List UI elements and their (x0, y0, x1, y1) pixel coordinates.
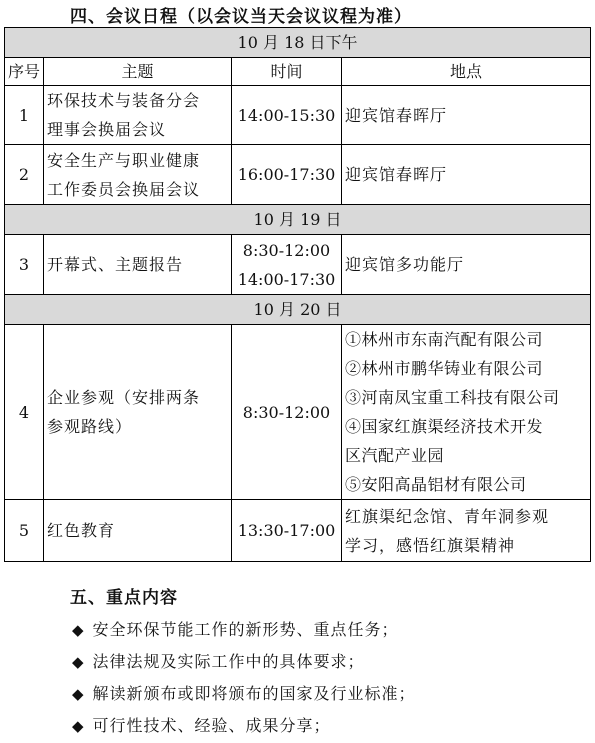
section-4-title: 四、会议日程（以会议当天会议议程为准） (70, 7, 412, 27)
row-time: 8:30-12:00 (232, 325, 342, 500)
table-row (5, 325, 591, 500)
row-topic: 环保技术与装备分会 理事会换届会议 (44, 86, 232, 145)
section-5-title: 五、重点内容 (70, 588, 178, 608)
row-no: 4 (5, 325, 44, 500)
row-time: 8:30-12:00 14:00-17:30 (232, 235, 342, 295)
row-place: 迎宾馆多功能厅 (342, 235, 591, 295)
row-topic: 安全生产与职业健康 工作委员会换届会议 (44, 145, 232, 205)
diamond-bullet-icon: ◆ (72, 621, 85, 639)
table-header-row (5, 58, 591, 86)
row-no: 5 (5, 500, 44, 562)
table-row (5, 235, 591, 295)
day-row-oct20 (5, 295, 591, 325)
row-topic: 开幕式、主题报告 (44, 235, 232, 295)
row-place: 红旗渠纪念馆、青年洞参观 学习，感悟红旗渠精神 (342, 500, 591, 562)
table-row (5, 145, 591, 205)
list-item: ◆ 解读新颁布或即将颁布的国家及行业标准； (72, 684, 416, 703)
diamond-bullet-icon: ◆ (72, 717, 85, 735)
header-topic: 主题 (44, 58, 232, 86)
row-topic: 红色教育 (44, 500, 232, 562)
row-no: 3 (5, 235, 44, 295)
header-no: 序号 (5, 58, 44, 86)
day-label: 10 月 20 日 (5, 295, 591, 325)
diamond-bullet-icon: ◆ (72, 685, 85, 703)
day-label: 10 月 19 日 (5, 205, 591, 235)
list-item: ◆ 可行性技术、经验、成果分享； (72, 716, 331, 735)
row-place: ①林州市东南汽配有限公司 ②林州市鹏华铸业有限公司 ③河南凤宝重工科技有限公司 ④国家红旗渠经济技术开发 区汽配产业园 ⑤安阳高晶铝材有限公司 (342, 325, 591, 500)
diamond-bullet-icon: ◆ (72, 653, 85, 671)
day-row-oct18 (5, 28, 591, 58)
row-place: 迎宾馆春晖厅 (342, 86, 591, 145)
list-item: ◆ 法律法规及实际工作中的具体要求； (72, 652, 365, 671)
row-topic: 企业参观（安排两条 参观路线） (44, 325, 232, 500)
schedule-table (4, 27, 591, 562)
header-time: 时间 (232, 58, 342, 86)
row-time: 13:30-17:00 (232, 500, 342, 562)
row-no: 2 (5, 145, 44, 205)
header-place: 地点 (342, 58, 591, 86)
list-item: ◆ 安全环保节能工作的新形势、重点任务； (72, 620, 399, 639)
table-row (5, 500, 591, 562)
row-time: 16:00-17:30 (232, 145, 342, 205)
day-label: 10 月 18 日下午 (5, 28, 591, 58)
row-place: 迎宾馆春晖厅 (342, 145, 591, 205)
day-row-oct19 (5, 205, 591, 235)
key-points-list (72, 614, 416, 742)
row-no: 1 (5, 86, 44, 145)
table-row (5, 86, 591, 145)
row-time: 14:00-15:30 (232, 86, 342, 145)
